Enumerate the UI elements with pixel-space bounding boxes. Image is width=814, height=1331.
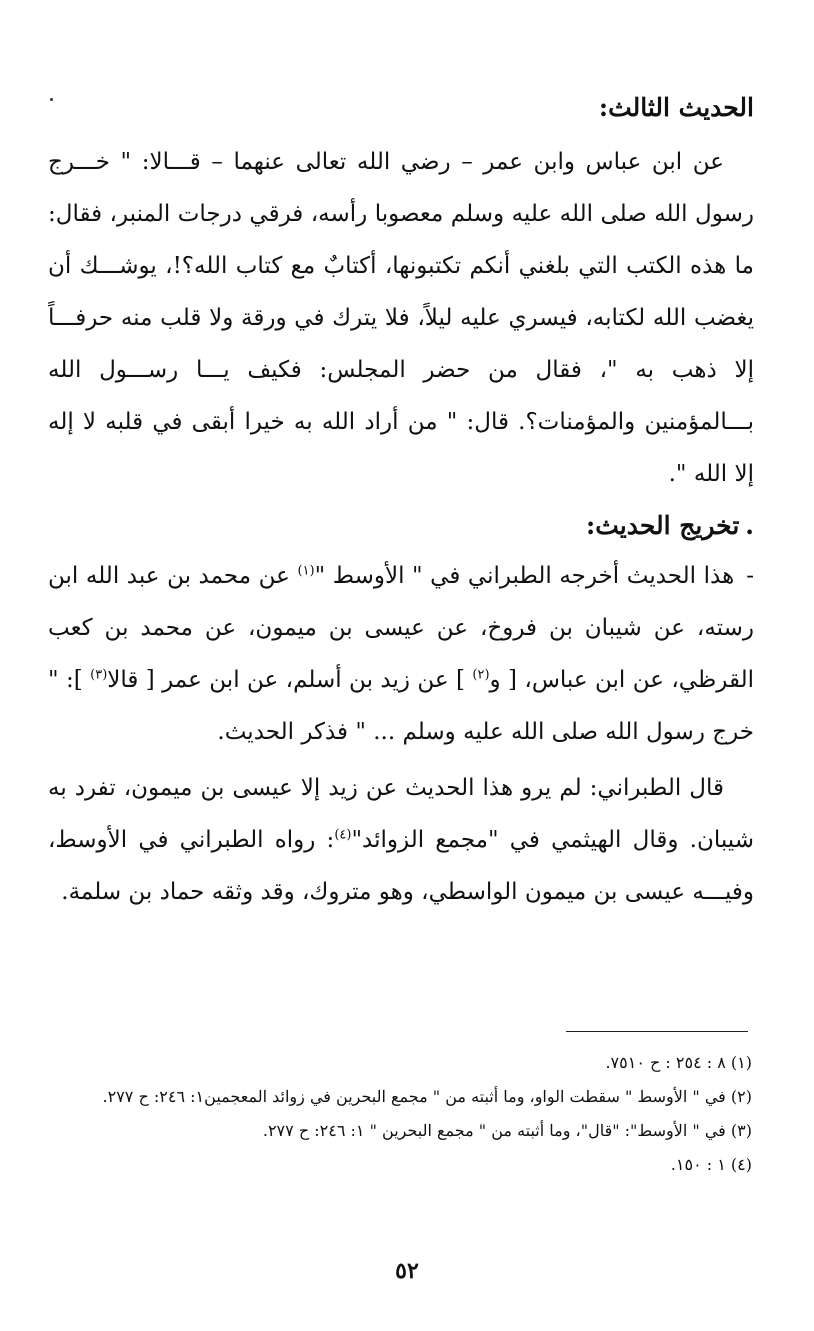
footnote-2: (٢) في " الأوسط " سقطت الواو، وما أثبته من " مجمع البحرين في زوائد المعجمين١: ٢٤٦: ح ٢٧٧. bbox=[102, 1087, 752, 1106]
list-dash: - bbox=[746, 563, 754, 589]
takhrij-text-part1: هذا الحديث أخرجه الطبراني في " الأوسط " bbox=[314, 563, 735, 589]
hadith-text: عن ابن عباس وابن عمر – رضي الله تعالى عنهما – قـــالا: " خـــرج رسول الله صلى الله عليه وسلم معصوبا رأسه، فرقي درجات المنبر، فقال: ما هذه الكتب التي بلغني أنكم تكتبونها، أكتابٌ مع كتاب الله؟!، يوشـــك أن يغضب الله لكتابه، فيسري عليه ليلاً، فلا يترك في ورقة ولا قلب منه حرفـــاً إلا ذهب به "، فقال من حضر المجلس: فكيف يـــا رســـول الله بـــالمؤمنين والمؤمنات؟. قال: " من أراد الله به خيرا أبقى في قلبه لا إله إلا الله ". bbox=[48, 149, 754, 487]
takhrij-heading-label: تخريج الحديث: bbox=[586, 511, 740, 540]
footnote-1: (١) ٨ : ٢٥٤ : ح ٧٥١٠. bbox=[605, 1053, 752, 1072]
section-heading-third-hadith: الحديث الثالث: bbox=[598, 93, 754, 122]
tabarani-text-part2: : رواه الطبراني في الأوسط، وفيـــه عيسى بن ميمون الواسطي، وهو متروك، وقد وثقه حماد بن سلمة. bbox=[48, 827, 754, 905]
footnote-4: (٤) ١ : ١٥٠. bbox=[670, 1155, 752, 1174]
footnote-ref-2[interactable]: (٢) bbox=[472, 667, 490, 683]
takhrij-text-part4: ]: " خرج رسول الله صلى الله عليه وسلم ... " فذكر الحديث. bbox=[48, 667, 754, 745]
section-heading-takhrij bbox=[48, 506, 754, 546]
takhrij-paragraph bbox=[48, 550, 754, 758]
footnote-ref-3[interactable]: (٣) bbox=[90, 667, 108, 683]
tabarani-paragraph bbox=[48, 762, 754, 918]
tabarani-text-part1: قال الطبراني: لم يرو هذا الحديث عن زيد إلا عيسى بن ميمون، تفرد به شيبان. وقال الهيثمي في "مجمع الزوائد" bbox=[48, 775, 754, 853]
footnotes bbox=[48, 1046, 752, 1182]
footnote-ref-1[interactable]: (١) bbox=[297, 563, 315, 579]
footnote-3: (٣) في " الأوسط": "قال"، وما أثبته من " مجمع البحرين " ١: ٢٤٦: ح ٢٧٧. bbox=[262, 1121, 752, 1140]
footnote-separator bbox=[566, 1031, 748, 1032]
takhrij-text-part2: عن محمد بن عبد الله ابن رسته، عن شيبان بن فروخ، عن عيسى بن ميمون، عن محمد بن كعب القرظي، عن ابن عباس، [ و bbox=[48, 563, 754, 693]
heading-bullet: . bbox=[745, 511, 754, 540]
main-text bbox=[48, 88, 754, 918]
takhrij-text-part3: ] عن زيد بن أسلم، عن ابن عمر [ قالا bbox=[107, 667, 473, 693]
footnote-ref-4[interactable]: (٤) bbox=[334, 827, 352, 843]
page-number: ٥٢ bbox=[395, 1258, 419, 1284]
